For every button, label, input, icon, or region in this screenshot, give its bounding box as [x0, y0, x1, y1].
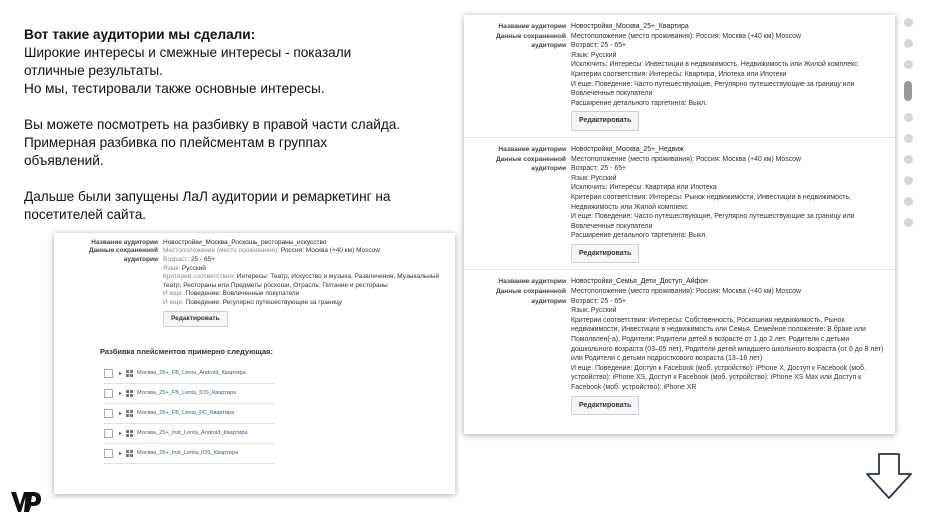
and-line: И еще: Поведение: Доступ к Facebook (моб. устройство): iPhone X, Доступ к Facebook (моб. устройство): iPhone XS, Доступ к Facebook (моб. устройство): iPhone XS Max или Доступ к Facebook (моб. устройство): iPhone XR: [571, 364, 866, 391]
and-label: И еще:: [163, 290, 184, 298]
expand-arrow-icon[interactable]: ▸: [119, 370, 123, 377]
placement-item[interactable]: [104, 424, 274, 444]
location-value: Россия: Москва (+40 км) Moscow: [280, 247, 380, 255]
down-arrow-icon[interactable]: [864, 452, 914, 500]
placement-item[interactable]: [104, 404, 274, 424]
nav-dot[interactable]: [904, 197, 913, 206]
edit-button[interactable]: Редактировать: [571, 111, 639, 131]
placement-link[interactable]: Москва_25+_Inst_Lenta_Android_Квартира: [137, 430, 248, 437]
saved-data-row: [62, 247, 447, 327]
placement-link[interactable]: Москва_25+_FB_Lenta_Android_Квартира: [137, 370, 246, 377]
audience-name-value: Новостройки_Москва_25+_Недвиж: [571, 145, 684, 153]
criteria-line: Критерии соответствия: Интересы: Квартира, Ипотека или Ипотеки: [571, 70, 787, 78]
age-value: 25 - 65+: [190, 256, 215, 263]
adset-grid-icon: [126, 430, 133, 437]
and-value-2: Поведение: Регулярно путешествующие за границу: [185, 298, 343, 306]
saved-data-label: Данные сохраненной аудитории: [495, 288, 566, 305]
adset-grid-icon: [126, 450, 133, 457]
placement-item[interactable]: [104, 384, 274, 404]
placement-link[interactable]: Москва_25+_FB_Lenta_IOS_Квартира: [137, 390, 237, 397]
para1-line2: отличные результаты.: [24, 63, 163, 78]
lang-label: Язык:: [163, 264, 180, 272]
and-value-1: Поведение: Вовлеченные покупатели: [185, 290, 300, 298]
para1-line1: Широкие интересы и смежные интересы - показали: [24, 45, 352, 60]
placement-link[interactable]: Москва_25+_FB_Lenta_PC_Квартира: [137, 410, 235, 417]
nav-dot[interactable]: [904, 39, 913, 48]
checkbox[interactable]: [104, 429, 113, 438]
expand-arrow-icon[interactable]: ▸: [119, 410, 123, 417]
slide-text: [24, 26, 454, 224]
location-line: Местоположение (место проживания): Россия: Москва (+40 км) Moscow: [571, 288, 801, 296]
exclude-line: Исключить: Интересы: Квартира или Ипотека: [571, 184, 717, 192]
nav-dot[interactable]: [904, 176, 913, 185]
checkbox[interactable]: [104, 369, 113, 378]
placement-item[interactable]: [104, 444, 274, 464]
nav-dot[interactable]: [904, 18, 913, 27]
edit-button[interactable]: Редактировать: [163, 311, 228, 327]
saved-data-label: Данные сохраненной аудитории: [495, 32, 566, 50]
and-line: И еще: Поведение: Часто путешествующие, Регулярно путешествующие за границу или Вовлеченные покупатели: [571, 213, 855, 230]
audience-name-value: Новостройки_Семья_Дети_Доступ_Айфон: [571, 278, 708, 286]
big-audience-card: [464, 15, 895, 434]
age-label: Возраст:: [163, 256, 190, 263]
para3-line1: Дальше были запущены ЛаЛ аудитории и ремаркетинг на: [24, 189, 391, 204]
checkbox[interactable]: [104, 389, 113, 398]
vp-logo: [10, 490, 42, 514]
expand-arrow-icon[interactable]: ▸: [119, 390, 123, 397]
adset-grid-icon: [126, 370, 133, 377]
audience-name-label: Название аудитории: [498, 23, 566, 30]
para1-line3: Но мы, тестировали также основные интересы.: [24, 81, 325, 96]
age-line: Возраст: 25 - 65+: [571, 297, 627, 305]
para2-line3: объявлений.: [24, 153, 104, 168]
nav-dot[interactable]: [904, 218, 913, 227]
age-line: Возраст: 25 - 65+: [571, 42, 627, 50]
expand-arrow-icon[interactable]: ▸: [119, 450, 123, 457]
placement-item[interactable]: [104, 364, 274, 384]
lang-line: Язык: Русский: [571, 307, 617, 315]
audience-block-3: [464, 270, 895, 421]
exclude-line: Исключить: Интересы: Инвестиции в недвижимость, Недвижимость или Жилой комплекс: [571, 61, 858, 69]
para2-line2: Примерная разбивка по плейсментам в группах: [24, 135, 328, 150]
small-audience-card: [54, 233, 455, 494]
nav-dot[interactable]: [904, 134, 913, 143]
saved-data-label: Данные сохраненной аудитории: [88, 247, 158, 263]
saved-data-label: Данные сохраненной аудитории: [495, 155, 566, 173]
location-line: Местоположение (место проживания): Россия: Москва (+40 км) Moscow: [571, 32, 801, 40]
checkbox[interactable]: [104, 409, 113, 418]
audience-name-value: Новостройки_Москва_Роскошь_рестораны_искусство: [163, 239, 327, 246]
nav-dot-active[interactable]: [904, 81, 912, 101]
breakdown-title: Разбивка плейсментов примерно следующая:: [100, 346, 273, 356]
edit-button[interactable]: Редактировать: [571, 244, 639, 264]
criteria-value: Интересы: Театр, Искусство и музыка, Развлечения, Музыкальный театр, Рестораны или Предметы роскоши, Отрасль: Питание и рестораны: [163, 273, 440, 289]
and-label-2: И еще:: [163, 298, 184, 306]
lang-line: Язык: Русский: [571, 174, 617, 182]
criteria-line: Критерии соответствия: Интересы: Собственность, Роскошная недвижимость, Рынок недвижимости, Инвестиции в недвижимость или Семья, Семейное положение: В браке или Помолвлен(-а), Родители: Родители детей в возрасте от 1 до 2 лет, Родители с детьми дошкольного возраста (03–05 лет), Родители детей младшего школьного возраста (от 6 до 8 лет) или Родители с детьми подросткового возраста (13–18 лет): [571, 316, 884, 363]
audience-block-2: [464, 138, 895, 271]
lang-line: Язык: Русский: [571, 51, 617, 59]
audience-block-1: [464, 15, 895, 138]
edit-button[interactable]: Редактировать: [571, 396, 639, 416]
lang-value: Русский: [181, 264, 206, 272]
para3-line2: посетителей сайта.: [24, 207, 147, 222]
criteria-label: Критерии соответствия:: [163, 273, 235, 281]
audience-name-label: Название аудитории: [498, 145, 566, 153]
checkbox[interactable]: [104, 449, 113, 458]
para2-line1: Вы можете посмотреть на разбивку в правой части слайда.: [24, 117, 401, 132]
nav-dot[interactable]: [904, 60, 913, 69]
nav-dot[interactable]: [904, 113, 913, 122]
and-line: И еще: Поведение: Часто путешествующие, Регулярно путешествующие за границу или Вовлеченные покупатели: [571, 80, 855, 98]
audience-name-label: Название аудитории: [498, 278, 566, 286]
expansion-line: Расширение детального таргетинга: Выкл.: [571, 99, 708, 107]
adset-grid-icon: [126, 390, 133, 397]
criteria-line: Критерии соответствия: Интересы: Рынок недвижимости, Инвестиции в недвижимость, Недвижимость или Жилой комплекс: [571, 193, 852, 211]
audience-name-value: Новостройки_Москва_25+_Квартира: [571, 23, 689, 30]
expand-arrow-icon[interactable]: ▸: [119, 430, 123, 437]
expansion-line: Расширение детального таргетинга: Выкл.: [571, 232, 708, 240]
adset-grid-icon: [126, 410, 133, 417]
location-label: Местоположение (место проживания):: [163, 247, 280, 255]
placement-link[interactable]: Москва_25+_Inst_Lenta_IOS_Квартира: [137, 450, 238, 457]
age-line: Возраст: 25 - 65+: [571, 165, 627, 173]
audience-name-label: Название аудитории: [91, 239, 158, 246]
slide-nav-dots: [902, 18, 914, 239]
slide-title: Вот такие аудитории мы сделали:: [24, 27, 256, 42]
location-line: Местоположение (место проживания): Россия: Москва (+40 км) Moscow: [571, 155, 801, 163]
nav-dot[interactable]: [904, 155, 913, 164]
